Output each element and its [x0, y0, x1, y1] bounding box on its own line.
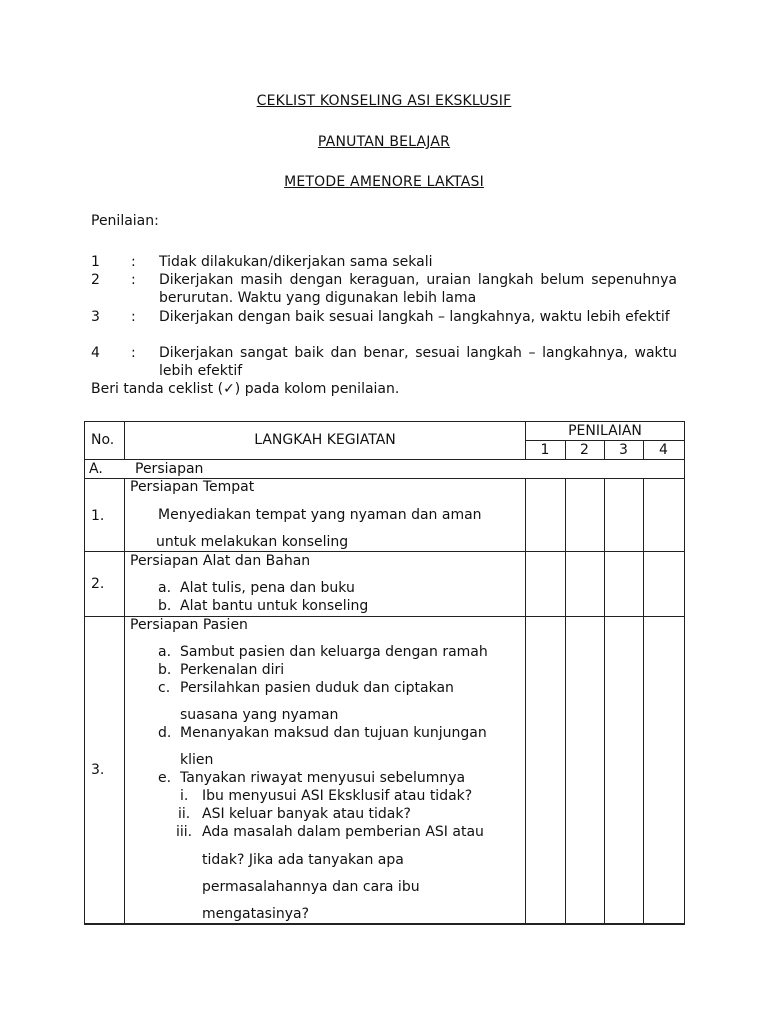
row-number: 3. — [91, 762, 105, 778]
header-step: LANGKAH KEGIATAN — [254, 432, 396, 448]
row-heading: Persiapan Alat dan Bahan — [130, 553, 311, 569]
score-col-3: 3 — [619, 442, 628, 458]
criterion-number: 2 — [91, 272, 100, 288]
criterion-colon: : — [131, 345, 136, 361]
method-title: METODE AMENORE LAKTASI — [284, 174, 484, 190]
table-border-bottom — [84, 923, 685, 925]
sublist-marker: ii. — [178, 806, 191, 822]
header-no: No. — [91, 432, 115, 448]
list-item: Persilahkan pasien duduk dan ciptakan — [180, 680, 454, 696]
checklist-table — [84, 421, 685, 924]
sublist-item: Ibu menyusui ASI Eksklusif atau tidak? — [202, 788, 473, 804]
list-marker: b. — [158, 662, 172, 678]
score-col-2: 2 — [580, 442, 589, 458]
criterion-description: Dikerjakan dengan baik sesuai langkah – langkahnya, waktu lebih efektif — [159, 309, 670, 325]
row-number: 1. — [91, 508, 105, 524]
list-item-continuation: suasana yang nyaman — [180, 707, 339, 723]
criterion-colon: : — [131, 309, 136, 325]
score-col-3-divider — [604, 478, 605, 925]
table-border-left — [84, 421, 85, 925]
sublist-item: Ada masalah dalam pemberian ASI atau — [202, 824, 484, 840]
assessment-label: Penilaian: — [91, 213, 159, 229]
score-col-4-divider — [643, 478, 644, 925]
sublist-marker: i. — [180, 788, 189, 804]
list-marker: a. — [158, 580, 172, 596]
list-item-continuation: klien — [180, 752, 214, 768]
list-marker: a. — [158, 644, 172, 660]
list-item: Alat bantu untuk konseling — [180, 598, 369, 614]
criterion-number: 4 — [91, 345, 100, 361]
list-item: Alat tulis, pena dan buku — [180, 580, 355, 596]
table-border-right — [684, 421, 685, 925]
criterion-colon: : — [131, 272, 136, 288]
criterion-description: Tidak dilakukan/dikerjakan sama sekali — [159, 254, 433, 270]
list-marker: d. — [158, 725, 172, 741]
section-label: Persiapan — [135, 461, 204, 477]
score-column-divider — [525, 478, 526, 925]
list-marker: c. — [158, 680, 171, 696]
list-item: Sambut pasien dan keluarga dengan ramah — [180, 644, 488, 660]
score-col-2-divider — [565, 478, 566, 925]
list-item: Tanyakan riwayat menyusui sebelumnya — [180, 770, 466, 786]
row-step-text: untuk melakukan konseling — [156, 534, 349, 550]
score-col-4: 4 — [659, 442, 668, 458]
document-title: CEKLIST KONSELING ASI EKSKLUSIF — [256, 93, 512, 109]
list-marker: e. — [158, 770, 172, 786]
sublist-marker: iii. — [176, 824, 193, 840]
sublist-item-continuation: permasalahannya dan cara ibu — [202, 879, 420, 895]
row-number: 2. — [91, 576, 105, 592]
header-score: PENILAIAN — [568, 423, 642, 439]
row-heading: Persiapan Pasien — [130, 617, 248, 633]
criterion-description: Dikerjakan masih dengan keraguan, uraian langkah belum sepenuhnya berurutan. Waktu yang digunakan lebih lama — [159, 272, 677, 306]
no-column-divider — [124, 478, 125, 925]
section-letter: A. — [89, 461, 103, 477]
list-item: Perkenalan diri — [180, 662, 285, 678]
row-heading: Persiapan Tempat — [130, 479, 255, 495]
criterion-number: 1 — [91, 254, 100, 270]
list-item: Menanyakan maksud dan tujuan kunjungan — [180, 725, 487, 741]
score-col-1: 1 — [540, 442, 550, 458]
criterion-description: Dikerjakan sangat baik dan benar, sesuai langkah – langkahnya, waktu lebih efektif — [159, 345, 677, 379]
sublist-item-continuation: mengatasinya? — [202, 906, 310, 922]
sublist-item-continuation: tidak? Jika ada tanyakan apa — [202, 852, 404, 868]
criterion-number: 3 — [91, 309, 100, 325]
document-subtitle: PANUTAN BELAJAR — [317, 134, 451, 150]
criterion-colon: : — [131, 254, 136, 270]
row-step-text: Menyediakan tempat yang nyaman dan aman — [158, 507, 482, 523]
list-marker: b. — [158, 598, 172, 614]
instruction-text: Beri tanda ceklist (✓) pada kolom penilaian. — [91, 381, 400, 397]
sublist-item: ASI keluar banyak atau tidak? — [202, 806, 411, 822]
